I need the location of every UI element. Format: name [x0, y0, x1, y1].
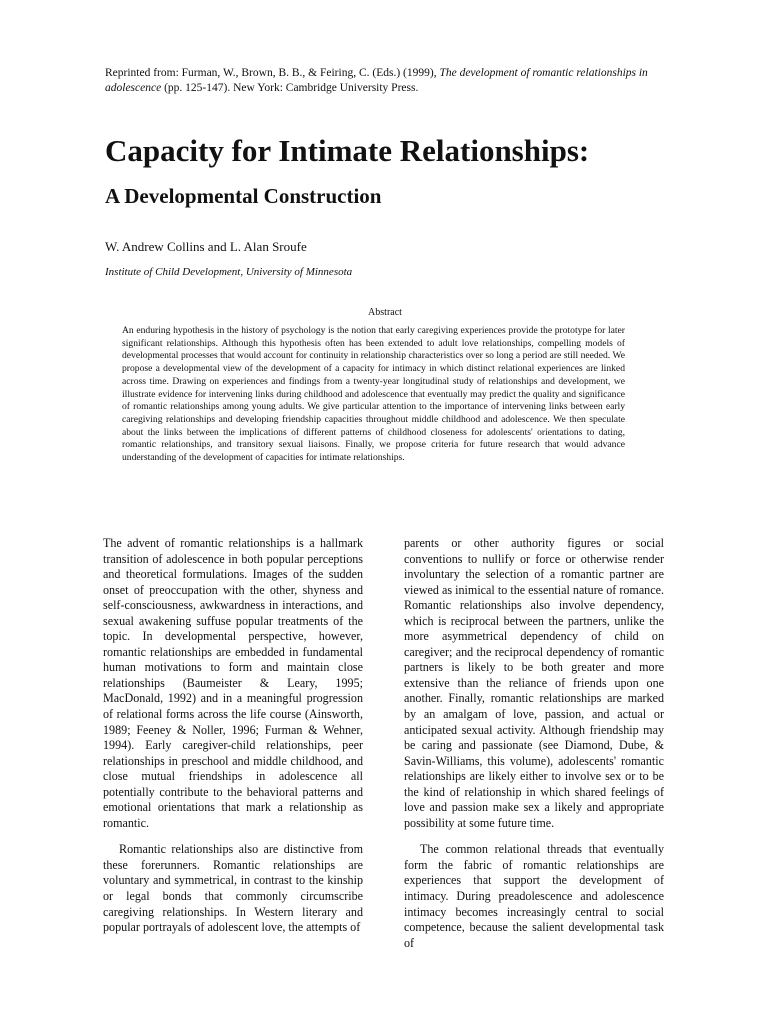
- authors: W. Andrew Collins and L. Alan Sroufe: [105, 239, 307, 254]
- paper-title: Capacity for Intimate Relationships:: [105, 133, 590, 168]
- affiliation: Institute of Child Development, University of Minnesota: [105, 266, 353, 278]
- reprint-prefix: Reprinted from: Furman, W., Brown, B. B., & Feiring, C. (Eds.) (1999),: [105, 67, 440, 79]
- abstract-text: An enduring hypothesis in the history of psychology is the notion that early caregiving experiences provide the prototype for later significant relationships. Although this hypothesis often has been extended to adult love relationships, compelling models of developmental processes that would account for continuity in relationship characteristics over so long a period are still needed. We propose a developmental view of the development of a capacity for intimacy in which distinct relational experiences are linked across time. Drawing on experiences and findings from a twenty-year longitudinal study of relationships and development, we illustrate evidence for intervening links during childhood and adolescence that eventually may predict the quality and significance of romantic relationships among young adults. We give particular attention to the importance of intervening links between early caregiving relationships and developing friendship capacities throughout middle childhood and adolescence. We then speculate about the links between the implications of different patterns of childhood closeness for adolescents' orientations to dating, romantic relationships, and transitory sexual liaisons. Finally, we propose criteria for future research that would advance understanding of the development of capacities for intimate relationships.: [122, 325, 625, 464]
- body-paragraph: The advent of romantic relationships is a hallmark transition of adolescence in both popular perceptions and theoretical formulations. Images of the sudden onset of preoccupation with the other, shyness and self-consciousness, awkwardness in interactions, and sexual awakening suffuse popular treatments of the topic. In developmental perspective, however, romantic relationships are embedded in fundamental human motivations to form and maintain close relationships (Baumeister & Leary, 1995; MacDonald, 1992) and in a meaningful progression of relational forms across the life course (Ainsworth, 1989; Feeney & Noller, 1996; Furman & Wehner, 1994). Early caregiver-child relationships, peer relationships in preschool and middle childhood, and close mutual friendships in adolescence all potentially contribute to the behavioral patterns and emotional orientations that mark a relationship as romantic.: [103, 536, 363, 830]
- reprint-book-title: The development of romantic relationships in adolescence: [105, 67, 648, 94]
- body-column-left: [103, 536, 363, 936]
- paper-subtitle: A Developmental Construction: [105, 184, 382, 208]
- reprint-citation: [105, 66, 665, 96]
- body-paragraph: The common relational threads that eventually form the fabric of romantic relationships are experiences that support the development of intimacy. During preadolescence and adolescence intimacy becomes increasingly central to social competence, because the salient developmental task of: [404, 842, 664, 950]
- body-column-right: [404, 536, 664, 951]
- body-paragraph: Romantic relationships also are distinctive from these forerunners. Romantic relationships are voluntary and symmetrical, in contrast to the kinship or legal bonds that commonly circumscribe caregiving relationships. In Western literary and popular portrayals of adolescent love, the attempts of: [103, 842, 363, 935]
- body-paragraph: parents or other authority figures or social conventions to nullify or force or otherwise render involuntary the selection of a romantic partner are viewed as inimical to the essential nature of romance. Romantic relationships also involve dependency, which is reciprocal between the partners, unlike the more asymmetrical dependency of child on caregiver; and the reciprocal dependency of romantic partners is likely to be both greater and more extensive than the reliance of friends upon one another. Finally, romantic relationships are marked by an amalgam of love, passion, and actual or anticipated sexual activity. Although friendship may be caring and passionate (see Diamond, Dube, & Savin-Williams, this volume), adolescents' romantic relationships are likely either to involve sex or to be the kind of relationship in which shared feelings of love and passion make sex a likely and appropriate possibility at some future time.: [404, 536, 664, 830]
- abstract-heading: Abstract: [368, 307, 402, 318]
- reprint-suffix: (pp. 125-147). New York: Cambridge University Press.: [161, 82, 419, 94]
